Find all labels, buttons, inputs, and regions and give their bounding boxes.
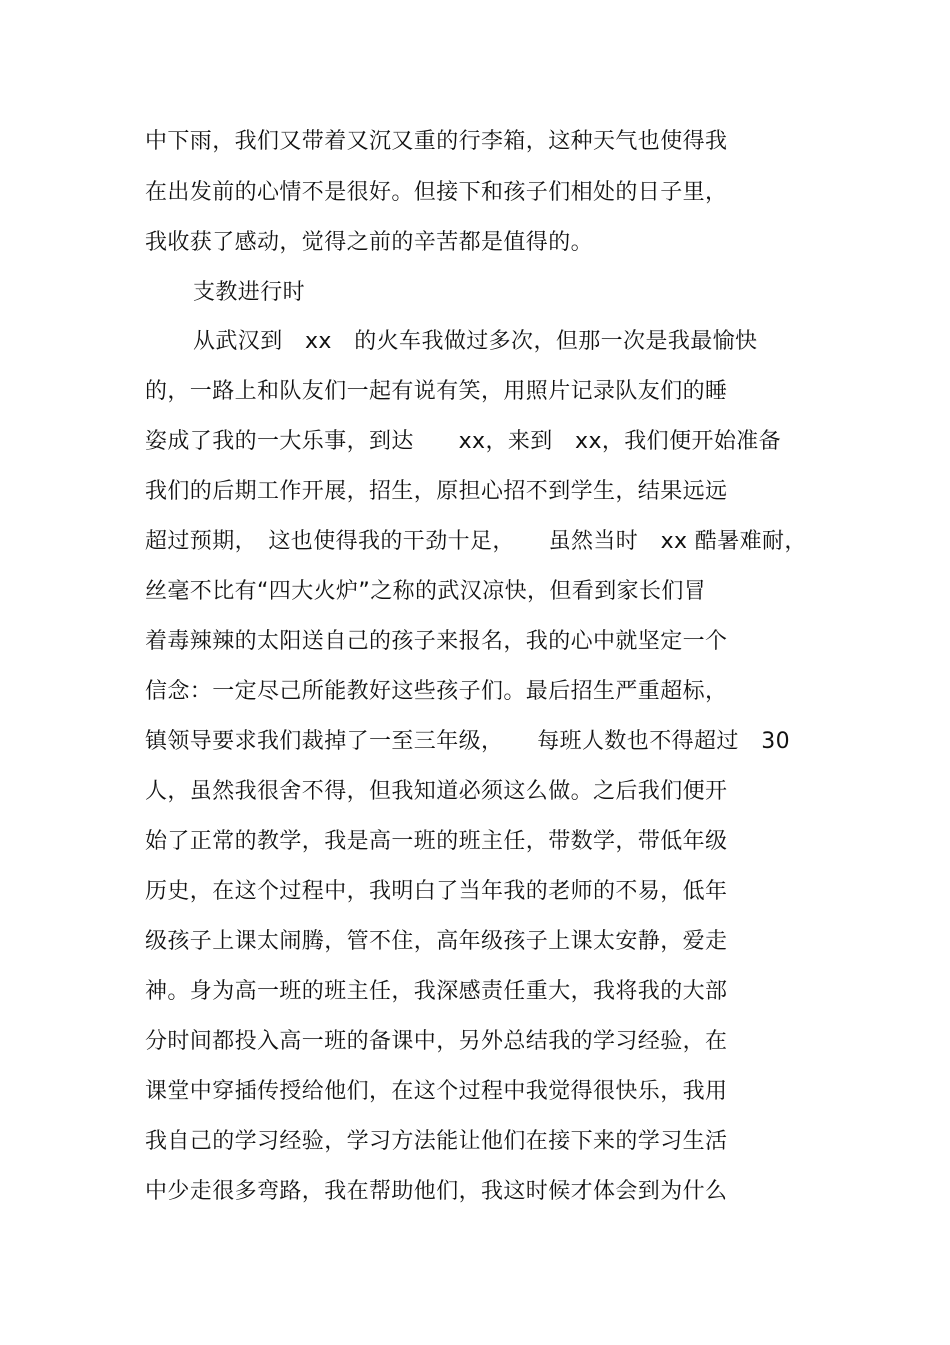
text-line: 中少走很多弯路，我在帮助他们，我这时候才体会到为什么 bbox=[145, 1179, 728, 1204]
text-line: 我自己的学习经验，学习方法能让他们在接下来的学习生活 bbox=[145, 1129, 728, 1154]
text-line: 分时间都投入高一班的备课中，另外总结我的学习经验，在 bbox=[145, 1029, 728, 1054]
text-line: 着毒辣辣的太阳送自己的孩子来报名，我的心中就坚定一个 bbox=[145, 629, 728, 654]
text-line: 信念：一定尽己所能教好这些孩子们。最后招生严重超标， bbox=[145, 679, 728, 704]
text-line: 丝毫不比有“四大火炉”之称的武汉凉快，但看到家长们冒 bbox=[145, 579, 707, 604]
text-line: 级孩子上课太闹腾，管不住，高年级孩子上课太安静，爱走 bbox=[145, 929, 728, 954]
text-line: 我们的后期工作开展，招生，原担心招不到学生，结果远远 bbox=[145, 479, 728, 504]
text-line: 始了正常的教学，我是高一班的班主任，带数学，带低年级 bbox=[145, 829, 728, 854]
section-heading: 支教进行时 bbox=[193, 280, 306, 305]
text-line: 从武汉到 xx 的火车我做过多次，但那一次是我最愉快 bbox=[193, 329, 758, 354]
text-line: 在出发前的心情不是很好。但接下和孩子们相处的日子里， bbox=[145, 180, 728, 205]
text-line: 历史，在这个过程中，我明白了当年我的老师的不易，低年 bbox=[145, 879, 728, 904]
text-line: 镇领导要求我们裁掉了一至三年级， 每班人数也不得超过 30 bbox=[145, 729, 790, 754]
text-line: 中下雨，我们又带着又沉又重的行李箱，这种天气也使得我 bbox=[145, 129, 728, 154]
text-line: 神。身为高一班的班主任，我深感责任重大，我将我的大部 bbox=[145, 979, 728, 1004]
text-line: 我收获了感动，觉得之前的辛苦都是值得的。 bbox=[145, 230, 594, 255]
text-line: 课堂中穿插传授给他们，在这个过程中我觉得很快乐，我用 bbox=[145, 1079, 728, 1104]
text-line: 人，虽然我很舍不得，但我知道必须这么做。之后我们便开 bbox=[145, 779, 728, 804]
text-line: 超过预期， 这也使得我的干劲十足， 虽然当时 xx 酷暑难耐， bbox=[145, 529, 807, 554]
text-line: 的，一路上和队友们一起有说有笑，用照片记录队友们的睡 bbox=[145, 379, 728, 404]
text-line: 姿成了我的一大乐事，到达 xx，来到 xx，我们便开始准备 bbox=[145, 429, 782, 454]
